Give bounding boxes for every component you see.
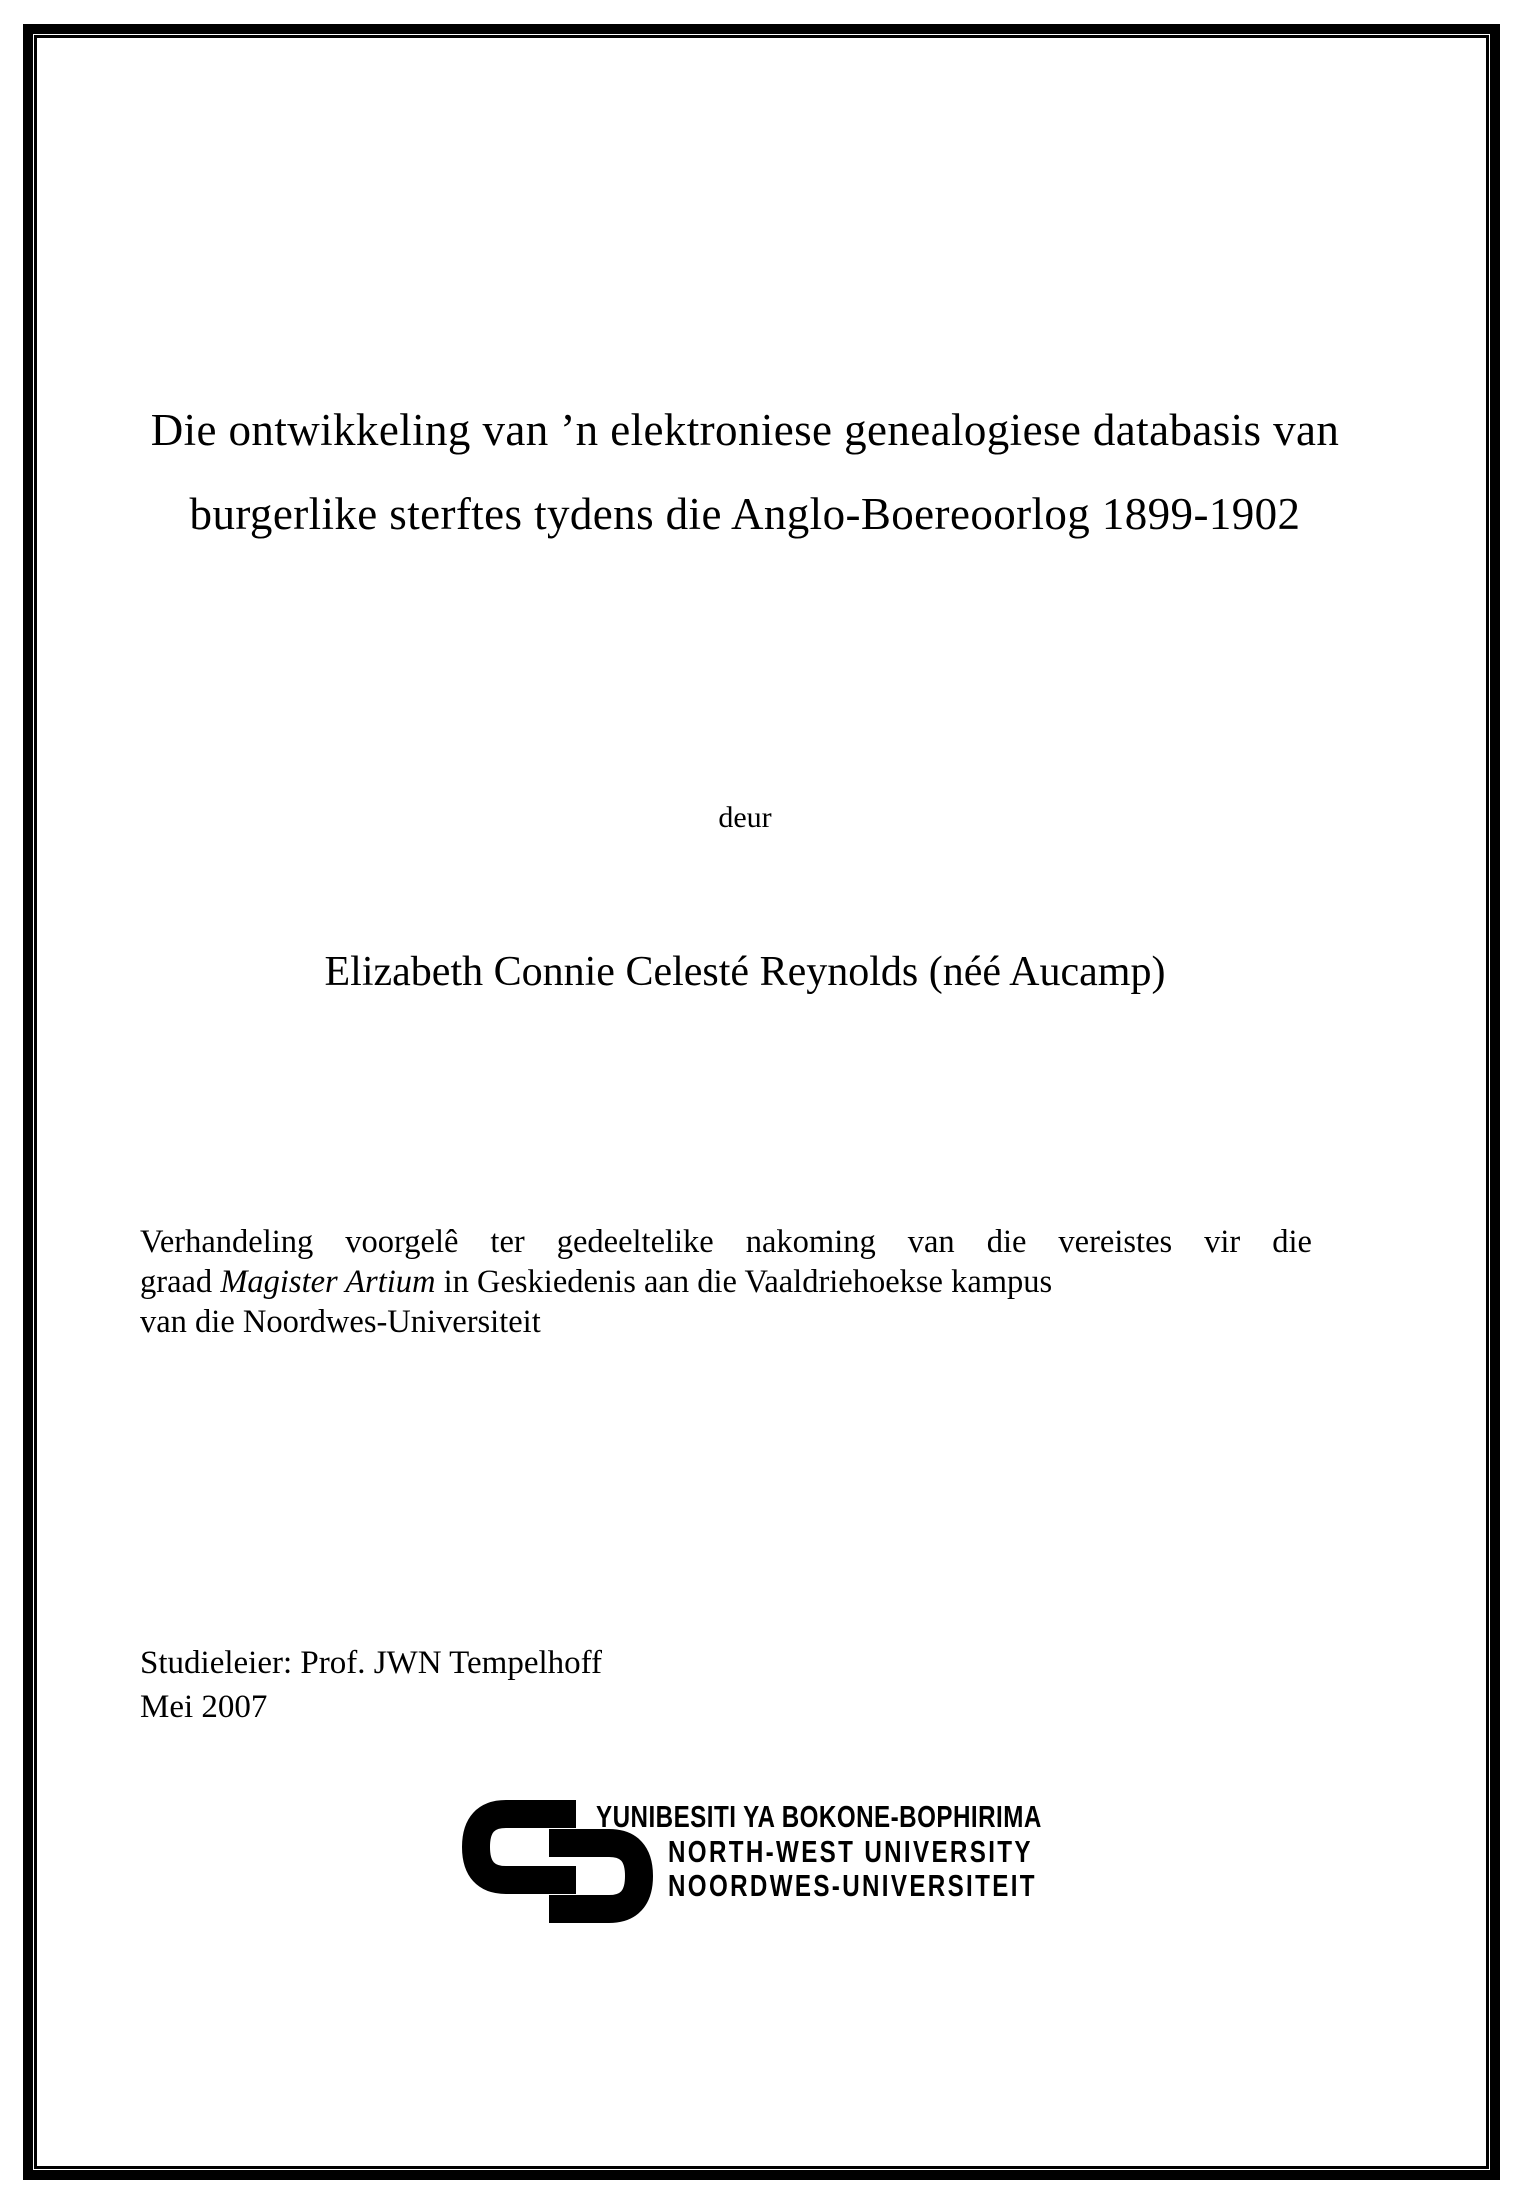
degree-statement [140, 1222, 1312, 1342]
degree-statement-line-3: van die Noordwes-Universiteit [140, 1304, 541, 1340]
degree-statement-line-1: Verhandeling voorgelê ter gedeeltelike nakoming van die vereistes vir die [140, 1224, 1312, 1260]
logo-text-setswana: YUNIBESITI YA BOKONE-BOPHIRIMA [596, 1799, 1042, 1834]
supervisor-block [140, 1641, 1040, 1729]
byline-deur: deur [718, 801, 772, 834]
degree-statement-line-2-pre: graad [140, 1264, 221, 1300]
thesis-title-line-2: burgerlike sterftes tydens die Anglo-Boereoorlog 1899-1902 [189, 489, 1301, 539]
degree-name-italic: Magister Artium [220, 1264, 436, 1300]
author-name: Elizabeth Connie Celesté Reynolds (néé Aucamp) [324, 949, 1166, 995]
university-logo [454, 1788, 1114, 1943]
degree-statement-line-2-post: in Geskiedenis aan die Vaaldriehoekse kampus [435, 1264, 1053, 1300]
logo-text-english: NORTH-WEST UNIVERSITY [668, 1833, 1033, 1869]
date-line: Mei 2007 [140, 1689, 268, 1725]
university-logo-text [596, 1800, 1167, 1904]
thesis-title-line-1: Die ontwikkeling van ’n elektroniese genealogiese databasis van [150, 405, 1340, 455]
supervisor-line: Studieleier: Prof. JWN Tempelhoff [140, 1645, 603, 1681]
degree-statement-line-2 [140, 1262, 1312, 1302]
logo-text-afrikaans: NOORDWES-UNIVERSITEIT [668, 1868, 1037, 1903]
thesis-title [95, 388, 1395, 556]
